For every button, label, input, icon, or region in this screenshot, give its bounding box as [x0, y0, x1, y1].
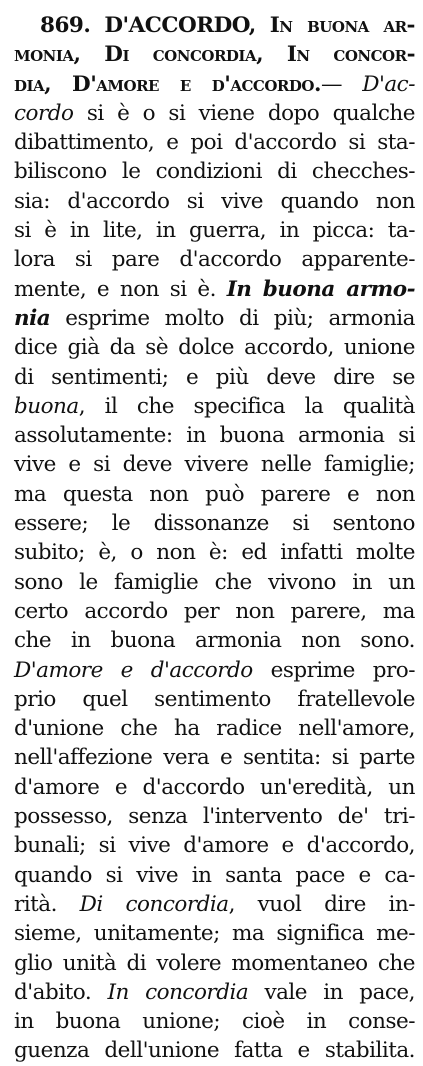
text-segment: che in buona armonia non sono. [14, 628, 415, 654]
text-line [14, 421, 415, 450]
text-segment: cordo [14, 100, 74, 126]
text-line [14, 656, 415, 685]
entry-text [14, 11, 415, 1066]
text-line [14, 509, 415, 538]
text-segment: ma questa non può parere e non [14, 481, 415, 507]
text-line [14, 392, 415, 421]
text-segment: vale in pace, [248, 979, 415, 1005]
text-line [14, 1036, 415, 1065]
text-line [14, 304, 415, 333]
text-line [14, 216, 415, 245]
text-segment: , il che specifica la qualità [78, 393, 415, 419]
text-segment: subito; è, o non è: ed infatti molte [14, 540, 415, 566]
text-segment: di sentimenti; e più deve dire se [14, 364, 415, 390]
text-segment: esprime pro- [252, 657, 415, 683]
text-line [14, 450, 415, 479]
text-segment: nell'affezione vera e sentita: si parte [14, 745, 415, 771]
text-segment: biliscono le condizioni di checches- [14, 159, 415, 185]
text-segment: quando si vive in santa pace e ca- [14, 862, 415, 888]
text-line [14, 40, 415, 69]
text-segment: rità. [14, 891, 80, 917]
text-segment: d'unione che ha radice nell'amore, [14, 716, 415, 742]
text-line [14, 157, 415, 186]
text-segment: D'ac- [362, 71, 415, 97]
entry-synonym: In buona ar- [269, 13, 415, 38]
text-line [14, 597, 415, 626]
text-line [14, 919, 415, 948]
text-line [14, 978, 415, 1007]
text-segment: Di concordia [79, 891, 229, 917]
text-segment: In buona armo- [226, 276, 415, 302]
text-segment: buona [14, 393, 79, 419]
text-line [14, 1007, 415, 1036]
text-line [14, 275, 415, 304]
text-line [14, 714, 415, 743]
text-line [14, 626, 415, 655]
text-line [14, 802, 415, 831]
text-line [14, 363, 415, 392]
text-line [14, 861, 415, 890]
text-segment: assolutamente: in buona armonia si [14, 423, 415, 449]
text-line [14, 773, 415, 802]
text-line [14, 538, 415, 567]
text-line [14, 99, 415, 128]
text-segment: sia: d'accordo si vive quando non [14, 188, 415, 214]
entry-headword: D'ACCORDO, [104, 13, 256, 38]
text-segment: dia, D'amore e d'accordo. [14, 71, 321, 97]
text-segment: — [320, 71, 363, 97]
text-segment: glio unità di volere momentaneo che [14, 950, 415, 976]
entry-heading-line [14, 11, 415, 40]
text-segment: essere; le dissonanze si sentono [14, 511, 415, 537]
text-segment: si è o si viene dopo qualche [73, 100, 415, 126]
text-line [14, 890, 415, 919]
text-line [14, 70, 415, 99]
text-segment: dibattimento, e poi d'accordo si sta- [14, 130, 415, 156]
text-segment: mente, e non si è. [14, 276, 227, 302]
text-segment: sono le famiglie che vivono in un [14, 569, 415, 595]
text-segment: sieme, unitamente; ma significa me- [14, 921, 415, 947]
text-segment: d'amore e d'accordo un'eredità, un [14, 774, 415, 800]
text-segment: , vuol dire in- [228, 891, 415, 917]
text-line [14, 685, 415, 714]
text-segment: monia, Di concordia, In concor- [14, 42, 415, 68]
entry-number: 869. [40, 13, 91, 38]
text-segment: guenza dell'unione fatta e stabilita. [14, 1038, 415, 1064]
text-segment: In concordia [107, 979, 249, 1005]
text-segment: vive e si deve vivere nelle famiglie; [14, 452, 415, 478]
text-line [14, 245, 415, 274]
text-segment: D'amore e d'accordo [14, 657, 253, 683]
text-line [14, 831, 415, 860]
text-line [14, 187, 415, 216]
text-segment: esprime molto di più; armonia [50, 305, 415, 331]
text-line [14, 480, 415, 509]
text-segment: prio quel sentimento fratellevole [14, 686, 415, 712]
text-segment: nia [14, 305, 51, 331]
text-segment: certo accordo per non parere, ma [14, 598, 415, 624]
text-line [14, 333, 415, 362]
text-line [14, 568, 415, 597]
text-segment: possesso, senza l'intervento de' tri- [14, 804, 415, 830]
text-segment: lora si pare d'accordo apparente- [14, 247, 415, 273]
text-line [14, 128, 415, 157]
text-segment: bunali; si vive d'amore e d'accordo, [14, 833, 415, 859]
text-segment: d'abito. [14, 979, 108, 1005]
text-segment: si è in lite, in guerra, in picca: ta- [14, 218, 415, 244]
text-segment: in buona unione; cioè in conse- [14, 1009, 415, 1035]
text-line [14, 743, 415, 772]
text-line [14, 949, 415, 978]
text-segment: dice già da sè dolce accordo, unione [14, 335, 415, 361]
